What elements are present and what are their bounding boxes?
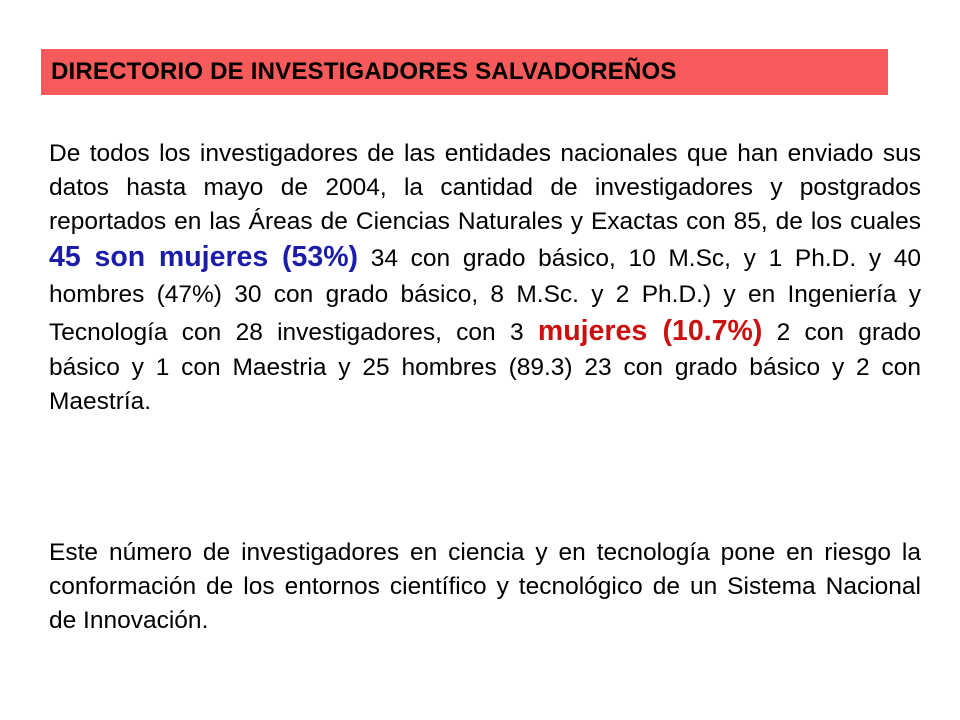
paragraph-text-intro: De todos los investigadores de las entidades nacionales que han enviado sus datos hasta mayo de 2004, la cantidad de investigadores y postgrados reportados en las Áreas de Ciencias Naturales y Exactas con 85, de los cuales <box>49 140 921 235</box>
title-banner <box>41 49 888 95</box>
body-paragraph-statistics <box>49 137 921 418</box>
highlight-women-engineering: mujeres (10.7%) <box>537 314 763 347</box>
highlight-women-natural-sciences: 45 son mujeres (53%) <box>49 241 359 274</box>
paragraph-text-end: 2 con grado básico y 1 con Maestria y 25 hombres (89.3) 23 con grado básico y 2 con Maestría. <box>49 318 921 415</box>
paragraph-text-middle: 34 con grado básico, 10 M.Sc, y 1 Ph.D. y 40 hombres (47%) 30 con grado básico, 8 M.Sc. y 2 Ph.D.) y en Ingeniería y Tecnología con 28 investigadores, con 3 <box>49 245 921 346</box>
page-title: DIRECTORIO DE INVESTIGADORES SALVADOREÑOS <box>51 58 677 85</box>
body-paragraph-conclusion: Este número de investigadores en ciencia y en tecnología pone en riesgo la conformación de los entornos científico y tecnológico de un Sistema Nacional de Innovación. <box>49 539 921 634</box>
